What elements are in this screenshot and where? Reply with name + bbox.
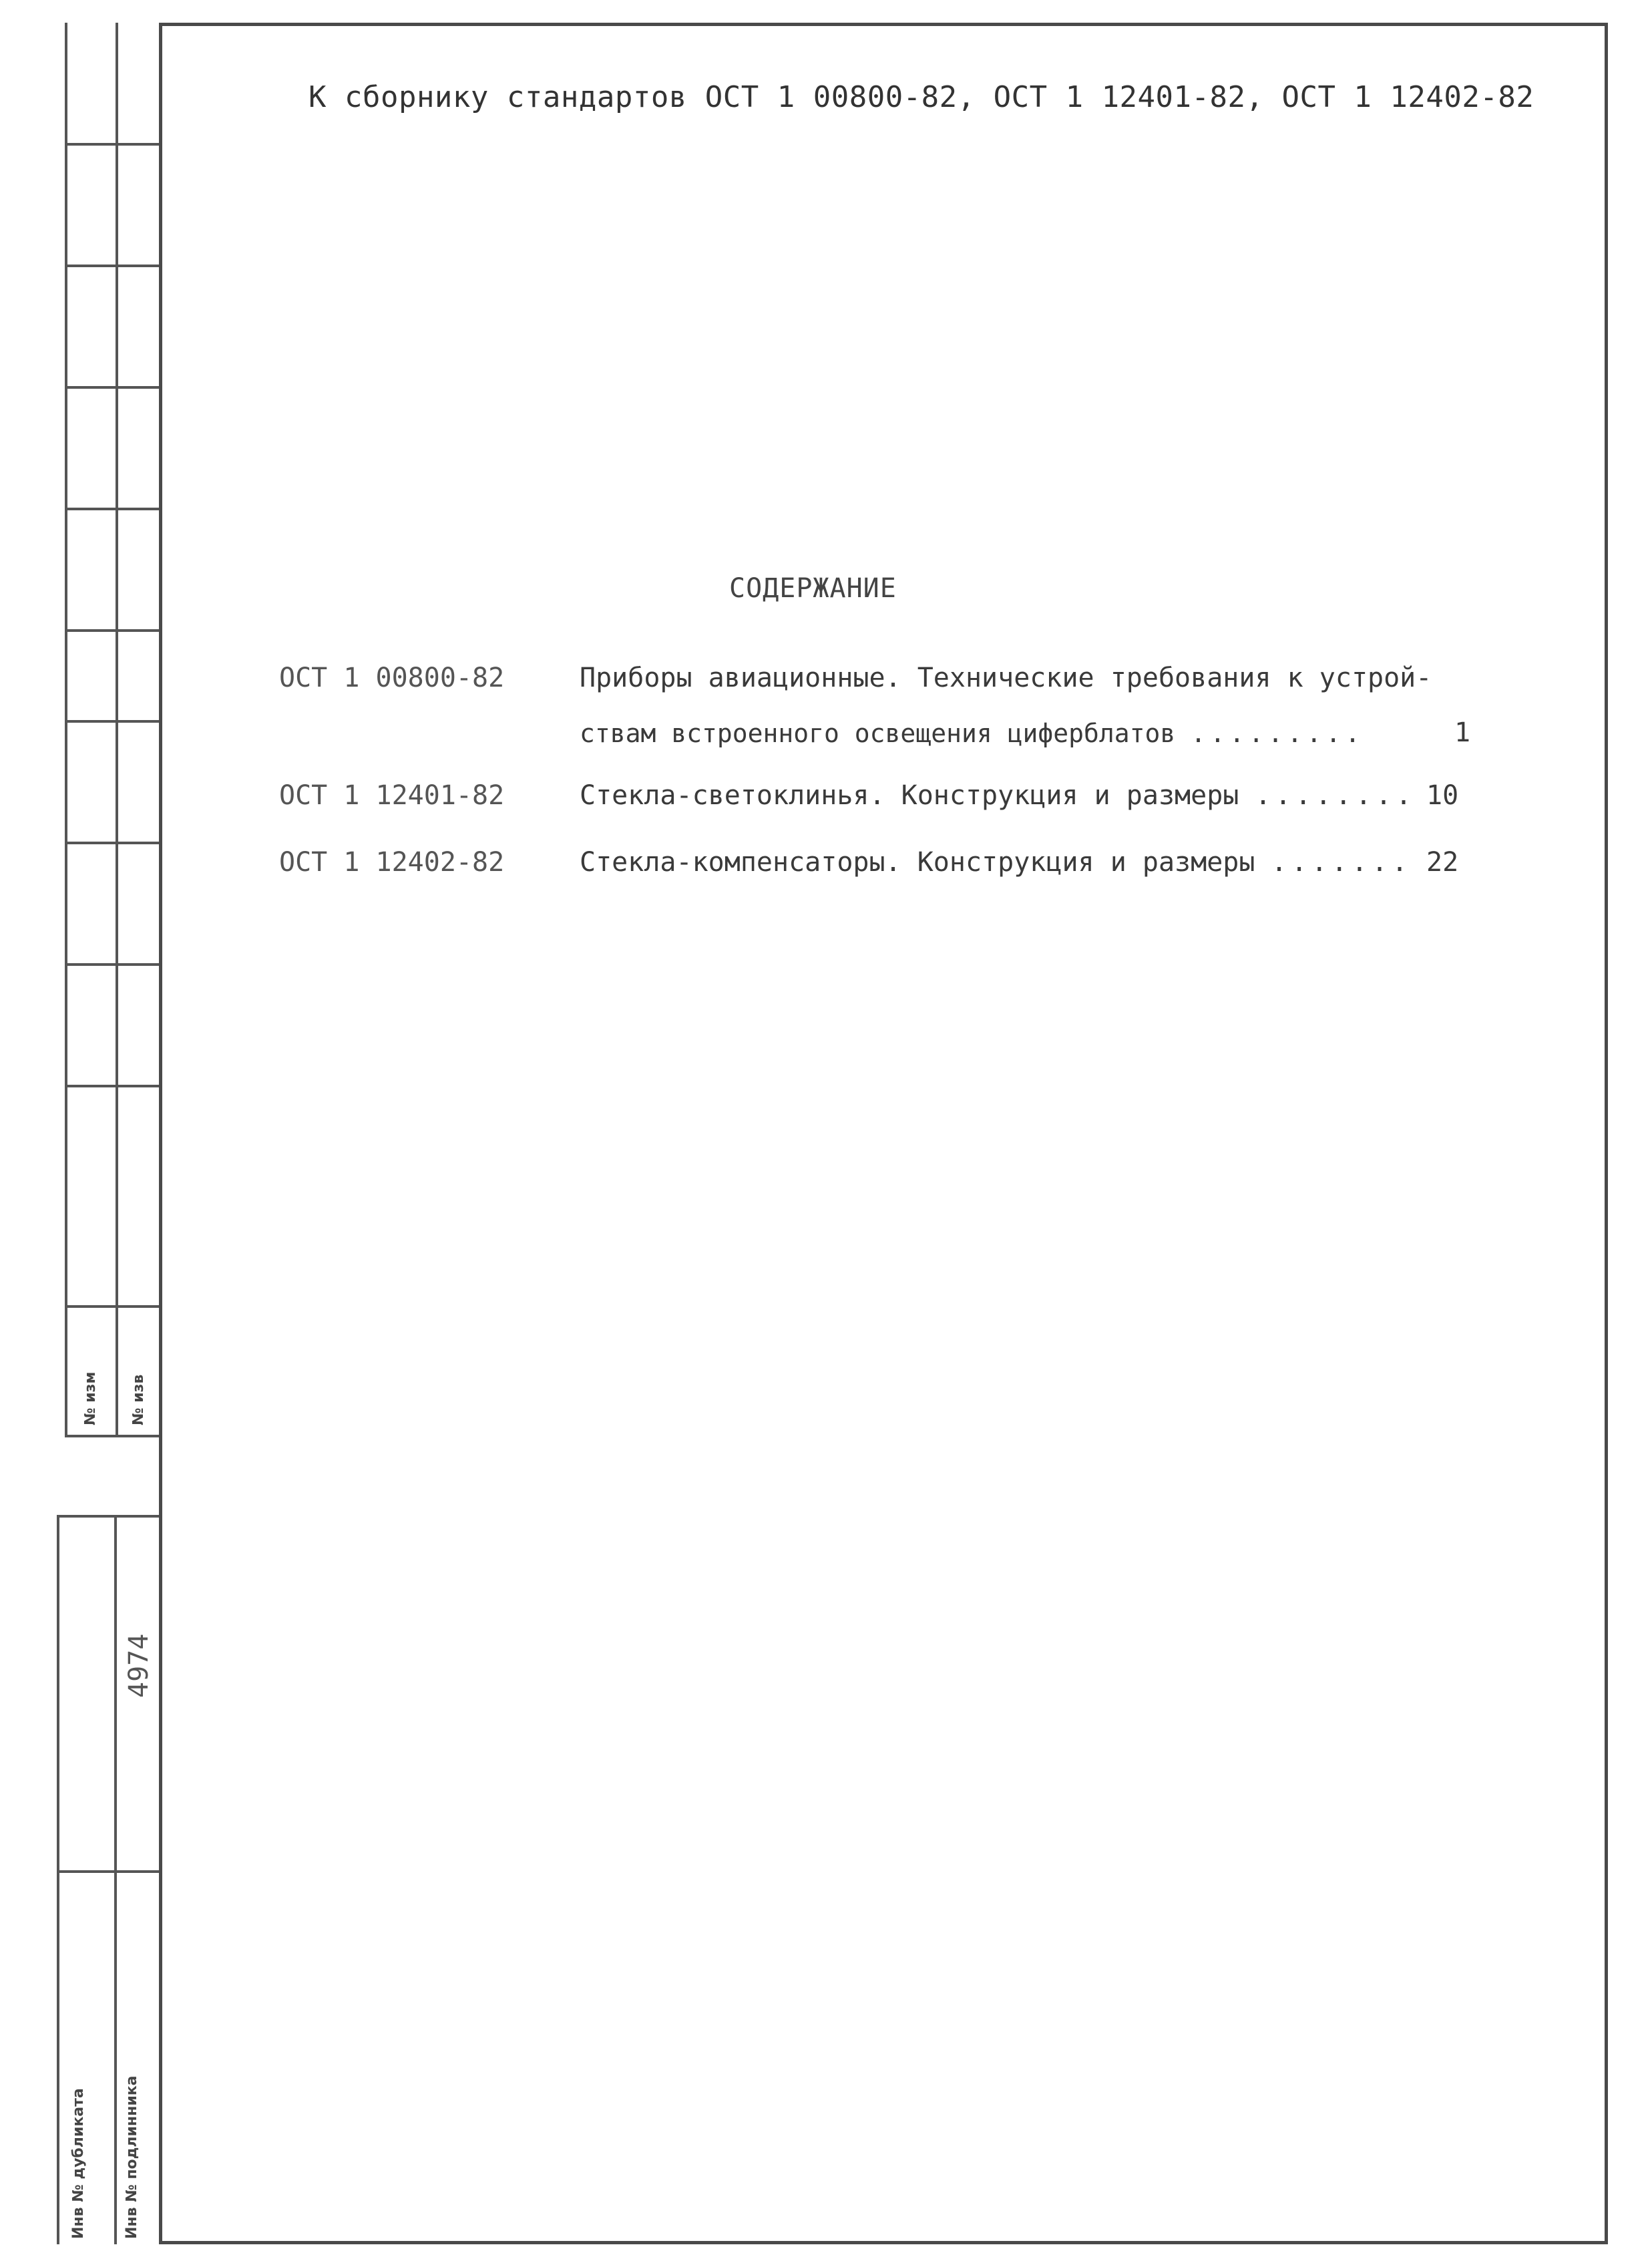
- toc-leader: ........: [1255, 780, 1416, 811]
- stamp-label-duplicate-inventory: Инв № дубликата: [70, 2088, 87, 2239]
- document-header: К сборнику стандартов ОСТ 1 00800-82, ОСТ 1 12401-82, ОСТ 1 12402-82: [308, 80, 1534, 114]
- toc-code: ОСТ 1 00800-82: [279, 663, 505, 693]
- toc-page-number: 22: [1426, 847, 1459, 878]
- toc-title: Стекла-светоклинья. Конструкция и размеры: [580, 780, 1239, 811]
- stamp-row-line: [67, 963, 159, 966]
- toc-page-number: 1: [1454, 717, 1471, 748]
- toc-title-continued: ствам встроенного освещения циферблатов: [580, 719, 1176, 748]
- toc-entry: [279, 780, 1416, 811]
- stamp-row-line: [67, 1305, 159, 1308]
- stamp-label-original-inventory: Инв № подлинника: [124, 2075, 140, 2239]
- stamp-row-line: [67, 143, 159, 146]
- stamp-row-line: [67, 842, 159, 844]
- toc-entry: [279, 663, 1432, 693]
- toc-leader: .......: [1271, 847, 1412, 878]
- toc-title: Приборы авиационные. Технические требования к устрой-: [580, 663, 1432, 693]
- stamp-row-line: [67, 1435, 159, 1437]
- toc-entry: [279, 847, 1412, 878]
- toc-entry-continuation: [580, 719, 1364, 748]
- stamp-label-notice-number: № изв: [130, 1374, 147, 1425]
- stamp-row-line: [67, 720, 159, 723]
- stamp-divider: [114, 1518, 117, 2244]
- toc-leader: .........: [1191, 719, 1365, 748]
- stamp-row-line: [67, 386, 159, 389]
- inventory-number: 4974: [124, 1633, 154, 1698]
- page-frame: [159, 23, 1608, 2244]
- contents-title: СОДЕРЖАНИЕ: [729, 573, 897, 604]
- toc-page-number: 10: [1426, 780, 1459, 811]
- stamp-lower-column: [57, 1515, 159, 2244]
- stamp-row-line: [67, 1085, 159, 1087]
- toc-title: Стекла-компенсаторы. Конструкция и размеры: [580, 847, 1255, 878]
- stamp-label-change-number: № изм: [82, 1371, 99, 1425]
- stamp-upper-column: [65, 23, 159, 1437]
- stamp-row-line: [67, 265, 159, 267]
- stamp-row-line: [67, 629, 159, 632]
- toc-code: ОСТ 1 12401-82: [279, 780, 505, 811]
- toc-code: ОСТ 1 12402-82: [279, 847, 505, 878]
- stamp-row-line: [59, 1870, 159, 1873]
- stamp-divider: [116, 23, 118, 1437]
- stamp-row-line: [67, 508, 159, 510]
